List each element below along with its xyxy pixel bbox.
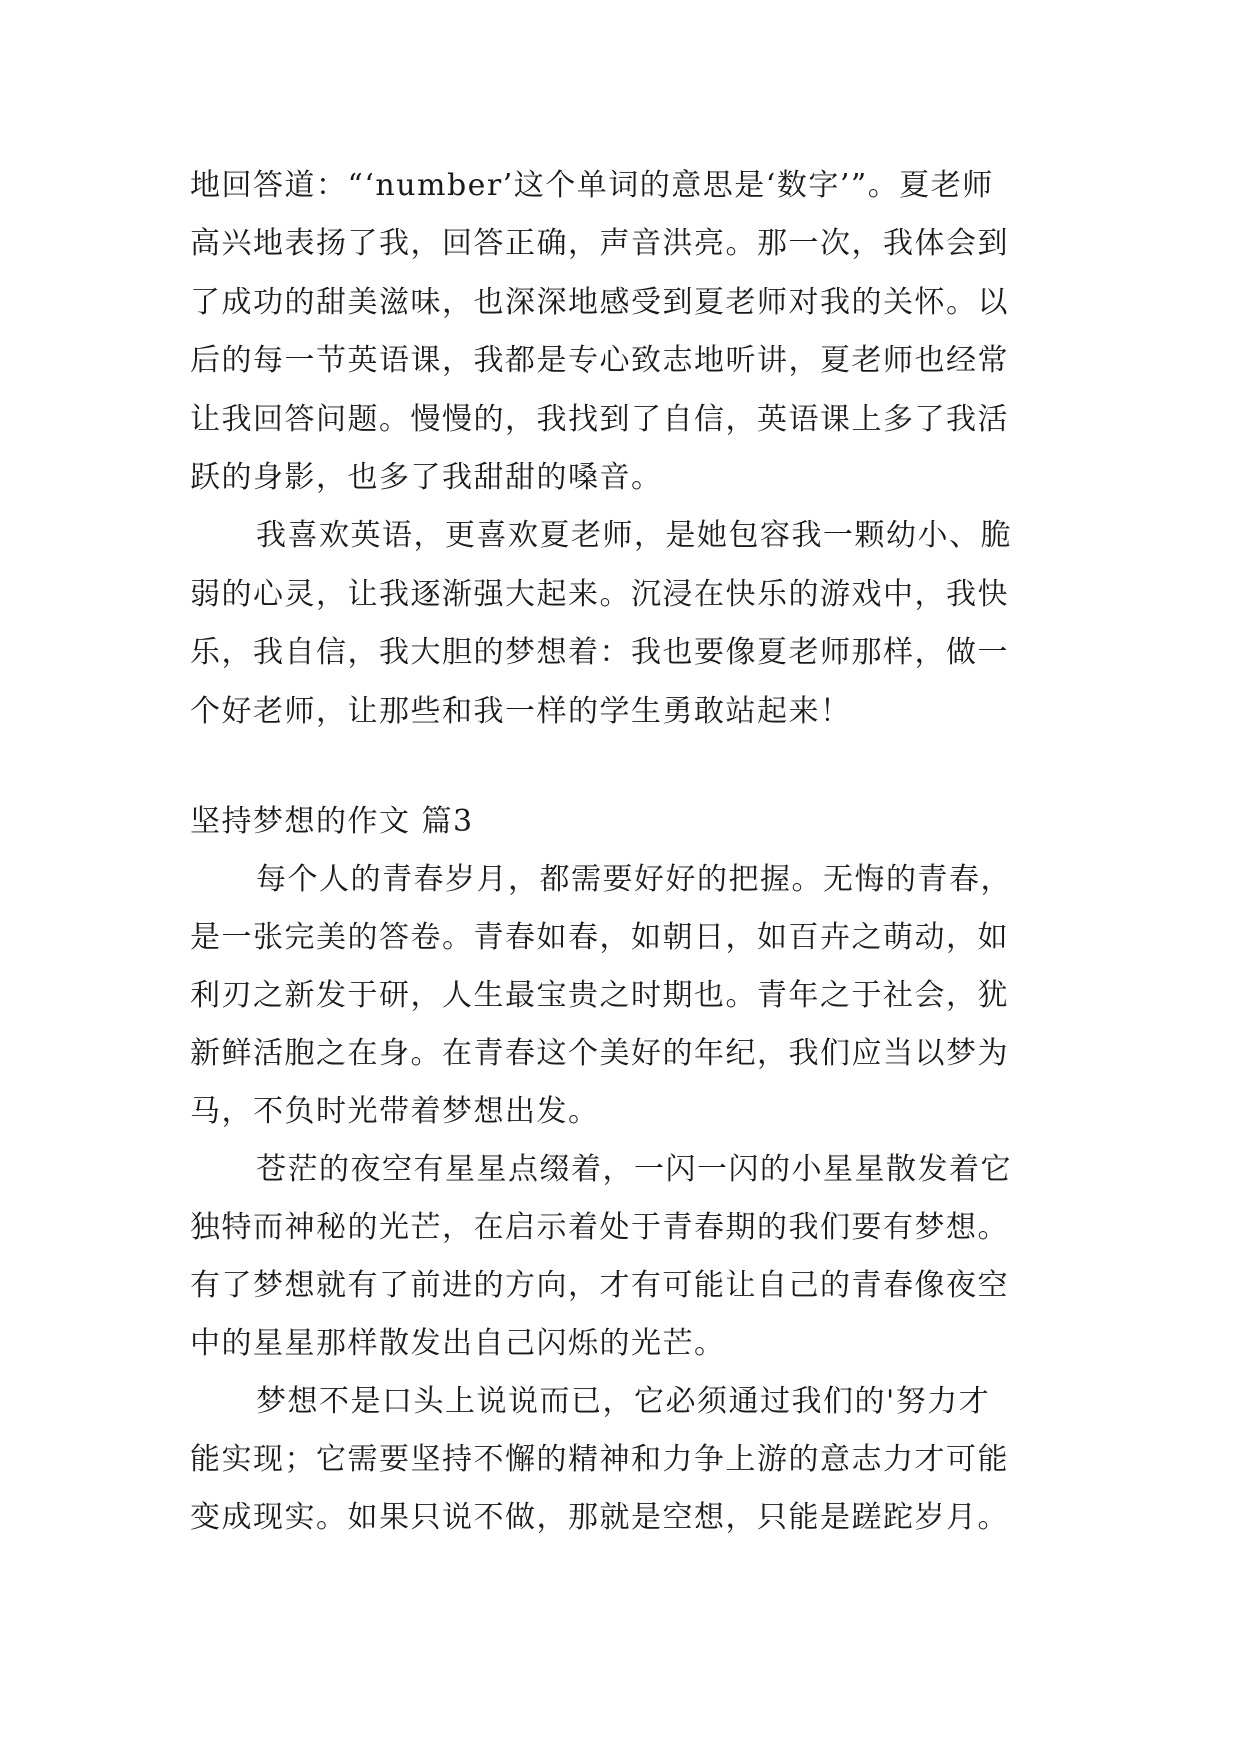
paragraph-start-line: 梦想不是口头上说说而已，它必须通过我们的'努力才 — [256, 1384, 991, 1419]
text-line: 新鲜活胞之在身。在青春这个美好的年纪，我们应当以梦为 — [190, 1036, 1009, 1071]
text-line: 地回答道：“‘number’这个单词的意思是‘数字’”。夏老师 — [190, 168, 994, 203]
text-line: 有了梦想就有了前进的方向，才有可能让自己的青春像夜空 — [190, 1268, 1009, 1303]
text-line: 能实现；它需要坚持不懈的精神和力争上游的意志力才可能 — [190, 1442, 1009, 1477]
text-line: 个好老师，让那些和我一样的学生勇敢站起来！ — [190, 694, 852, 729]
text-line: 是一张完美的答卷。青春如春，如朝日，如百卉之萌动，如 — [190, 920, 1009, 955]
text-line: 马，不负时光带着梦想出发。 — [190, 1094, 600, 1129]
text-line: 乐，我自信，我大胆的梦想着：我也要像夏老师那样，做一 — [190, 635, 1009, 670]
text-line: 中的星星那样散发出自己闪烁的光芒。 — [190, 1326, 726, 1361]
text-line: 了成功的甜美滋味，也深深地感受到夏老师对我的关怀。以 — [190, 285, 1009, 320]
text-line: 跃的身影，也多了我甜甜的嗓音。 — [190, 460, 663, 495]
text-line: 弱的心灵，让我逐渐强大起来。沉浸在快乐的游戏中，我快 — [190, 577, 1009, 612]
paragraph-start-line: 我喜欢英语，更喜欢夏老师，是她包容我一颗幼小、脆 — [256, 518, 1012, 553]
paragraph-start-line: 苍茫的夜空有星星点缀着，一闪一闪的小星星散发着它 — [256, 1152, 1012, 1187]
text-line: 高兴地表扬了我，回答正确，声音洪亮。那一次，我体会到 — [190, 226, 1009, 261]
text-line: 变成现实。如果只说不做，那就是空想，只能是蹉跎岁月。 — [190, 1500, 1009, 1535]
text-line: 后的每一节英语课，我都是专心致志地听讲，夏老师也经常 — [190, 343, 1009, 378]
text-line: 独特而神秘的光芒，在启示着处于青春期的我们要有梦想。 — [190, 1210, 1009, 1245]
text-line: 利刃之新发于研，人生最宝贵之时期也。青年之于社会，犹 — [190, 978, 1009, 1013]
text-line: 让我回答问题。慢慢的，我找到了自信，英语课上多了我活 — [190, 402, 1009, 437]
section-heading: 坚持梦想的作文 篇3 — [190, 804, 474, 839]
paragraph-start-line: 每个人的青春岁月，都需要好好的把握。无悔的青春， — [256, 862, 1012, 897]
